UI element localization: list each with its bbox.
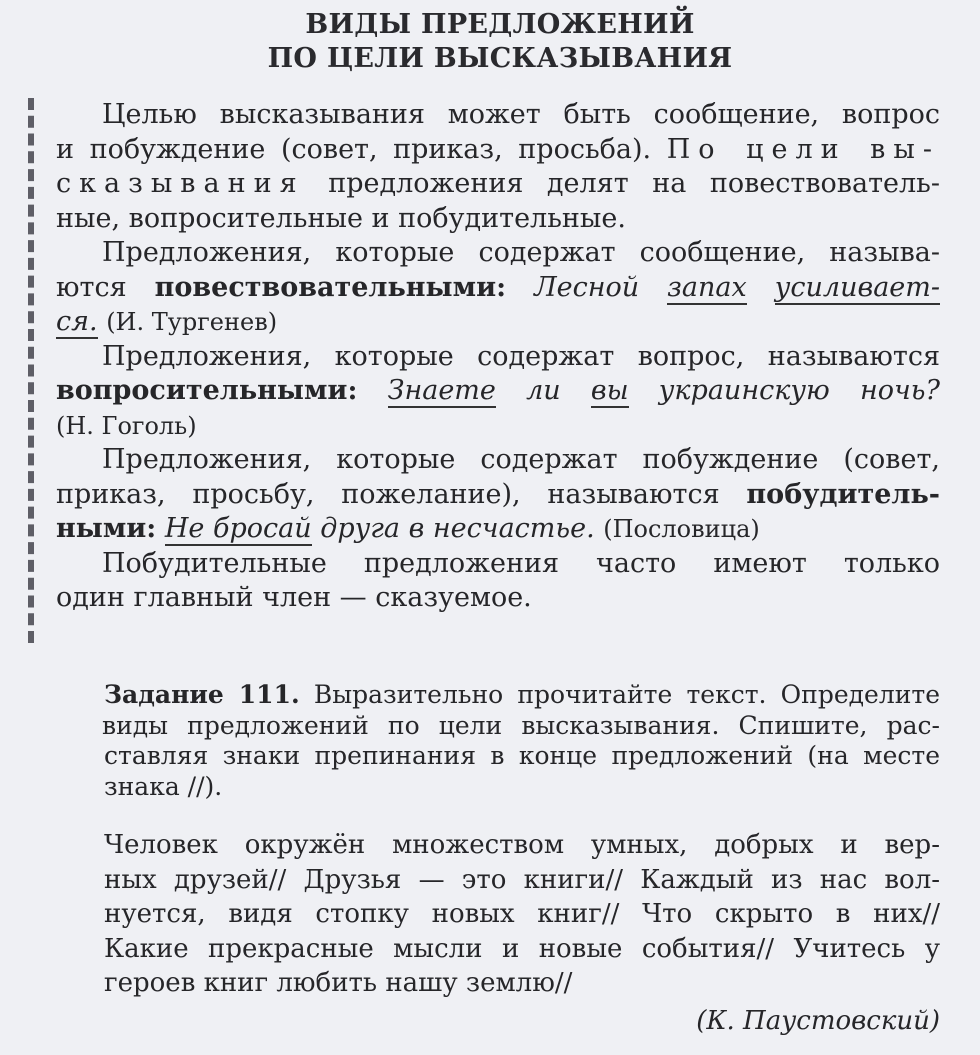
- rule-line: Целью высказывания может быть сообщение, вопрос: [102, 99, 940, 130]
- title-line-2: ПО ЦЕЛИ ВЫСКАЗЫВАНИЯ: [267, 43, 733, 74]
- rule-line: ными: Не бросай друга в несчастье. (Пословица): [56, 512, 940, 547]
- rule-line: Побудительные предложения часто имеют только: [102, 547, 940, 579]
- title-line-1: ВИДЫ ПРЕДЛОЖЕНИЙ: [305, 9, 695, 40]
- rule-margin-marker: [28, 98, 42, 643]
- rule-text: [56, 98, 940, 616]
- rule-line: один главный член — сказуемое.: [56, 582, 532, 613]
- text-line: ных друзей// Друзья — это книги// Каждый из нас вол-: [104, 864, 940, 895]
- text-line: Какие прекрасные мысли и новые события// Учитесь у: [104, 933, 940, 964]
- text-line: Человек окружён множеством умных, добрых и вер-: [104, 830, 940, 860]
- text-line: нуется, видя стопку новых книг// Что скрыто в них//: [104, 899, 940, 929]
- rule-line: ся. (И. Тургенев): [56, 305, 940, 340]
- task-line: виды предложений по цели высказывания. Спишите, рас-: [102, 710, 940, 740]
- rule-line: вопросительными: Знаете ли вы украинскую ночь?: [56, 374, 940, 409]
- page-title: [0, 8, 980, 76]
- rule-line: (Н. Гоголь): [56, 411, 197, 440]
- task-line: Задание 111. Выразительно прочитайте текст. Определите: [104, 680, 940, 709]
- rule-line: Предложения, которые содержат вопрос, называются: [102, 340, 940, 372]
- exercise-task: [104, 680, 940, 802]
- rule-line: ные, вопросительные и побудительные.: [56, 202, 626, 234]
- rule-line: Предложения, которые содержат побуждение (совет,: [102, 444, 940, 475]
- task-line: ставляя знаки препинания в конце предложений (на месте: [104, 741, 940, 770]
- rule-line: ются повествовательными: Лесной запах усиливает-: [56, 271, 940, 306]
- text-author: (К. Паустовский): [696, 1006, 940, 1036]
- rule-line: и побуждение (совет, приказ, просьба). По цели вы-: [56, 133, 940, 165]
- text-line: героев книг любить нашу землю//: [104, 968, 573, 998]
- rule-line: сказывания предложения делят на повествователь-: [56, 168, 940, 199]
- rule-line: Предложения, которые содержат сообщение, называ-: [102, 237, 940, 268]
- task-line: знака //).: [104, 771, 223, 801]
- rule-line: приказ, просьбу, пожелание), называются побудитель-: [56, 478, 940, 510]
- exercise-text: [104, 828, 940, 1001]
